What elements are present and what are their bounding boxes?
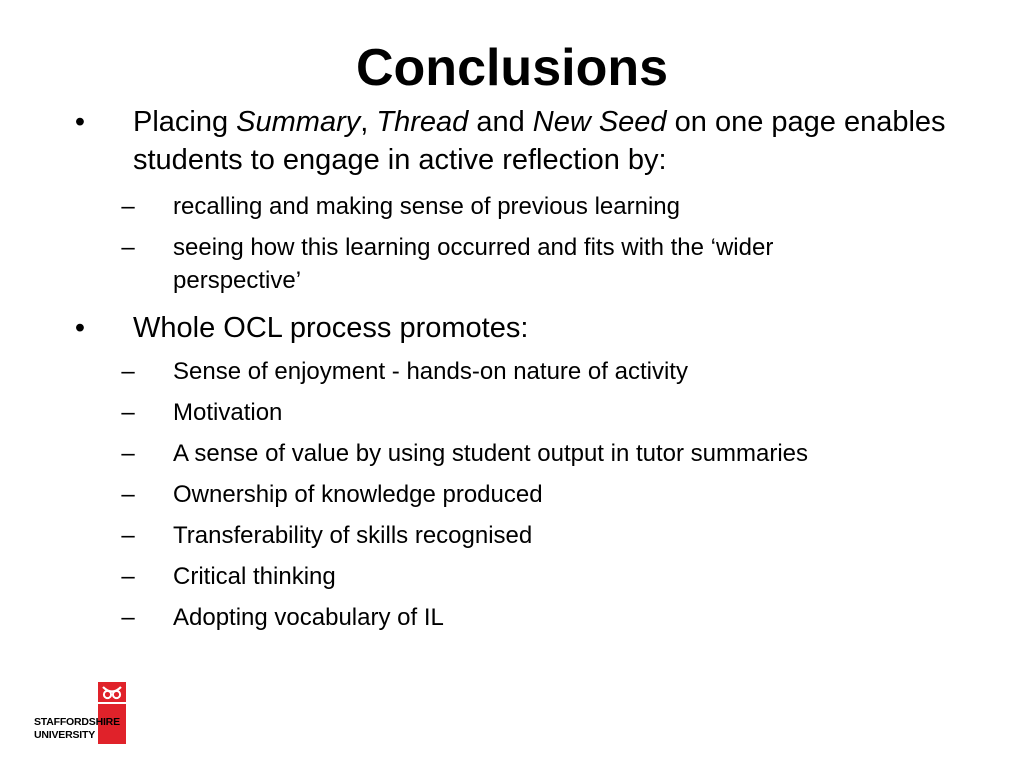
sub-bullet-text: Transferability of skills recognised [173,522,533,549]
dash-marker: – [121,358,135,385]
text-run: Placing [133,106,237,138]
sub-bullet-text: A sense of value by using student output in tutor summaries [173,440,809,467]
bullet-marker: • [74,312,86,344]
dash-marker: – [121,440,135,467]
dash-marker: – [121,193,135,220]
sub-bullet-text: Ownership of knowledge produced [173,481,543,508]
sub-bullet-text: Critical thinking [173,563,336,590]
sub-bullet-text: recalling and making sense of previous learning [173,193,680,220]
dash-marker: – [121,563,135,590]
text-run: on one page enables students to engage in active reflection by: [133,106,946,176]
staffordshire-knot-icon [98,682,126,744]
slide-title: Conclusions [355,39,669,97]
emphasis-new-seed: New Seed [532,106,667,138]
university-logo [34,682,126,744]
sub-bullet-text: Sense of enjoyment - hands-on nature of activity [173,358,688,385]
logo-wordmark-line2: UNIVERSITY [34,729,96,741]
dash-marker: – [121,481,135,508]
sub-bullet-text: seeing how this learning occurred and fits with the ‘wider perspective’ [173,234,774,294]
dash-marker: – [121,604,135,631]
bullet-text-2: Whole OCL process promotes: [133,312,529,344]
bullet-marker: • [74,106,86,138]
sub-bullet-text: Motivation [173,399,283,426]
text-run: , [360,106,377,138]
bullet-text-1 [133,103,953,179]
dash-marker: – [121,522,135,549]
dash-marker: – [121,234,135,261]
emphasis-thread: Thread [376,106,469,138]
logo-wordmark-line1: STAFFORDSHIRE [34,716,120,728]
emphasis-summary: Summary [236,106,361,138]
text-run: and [468,106,533,138]
dash-marker: – [121,399,135,426]
sub-bullet-text: Adopting vocabulary of IL [173,604,444,631]
